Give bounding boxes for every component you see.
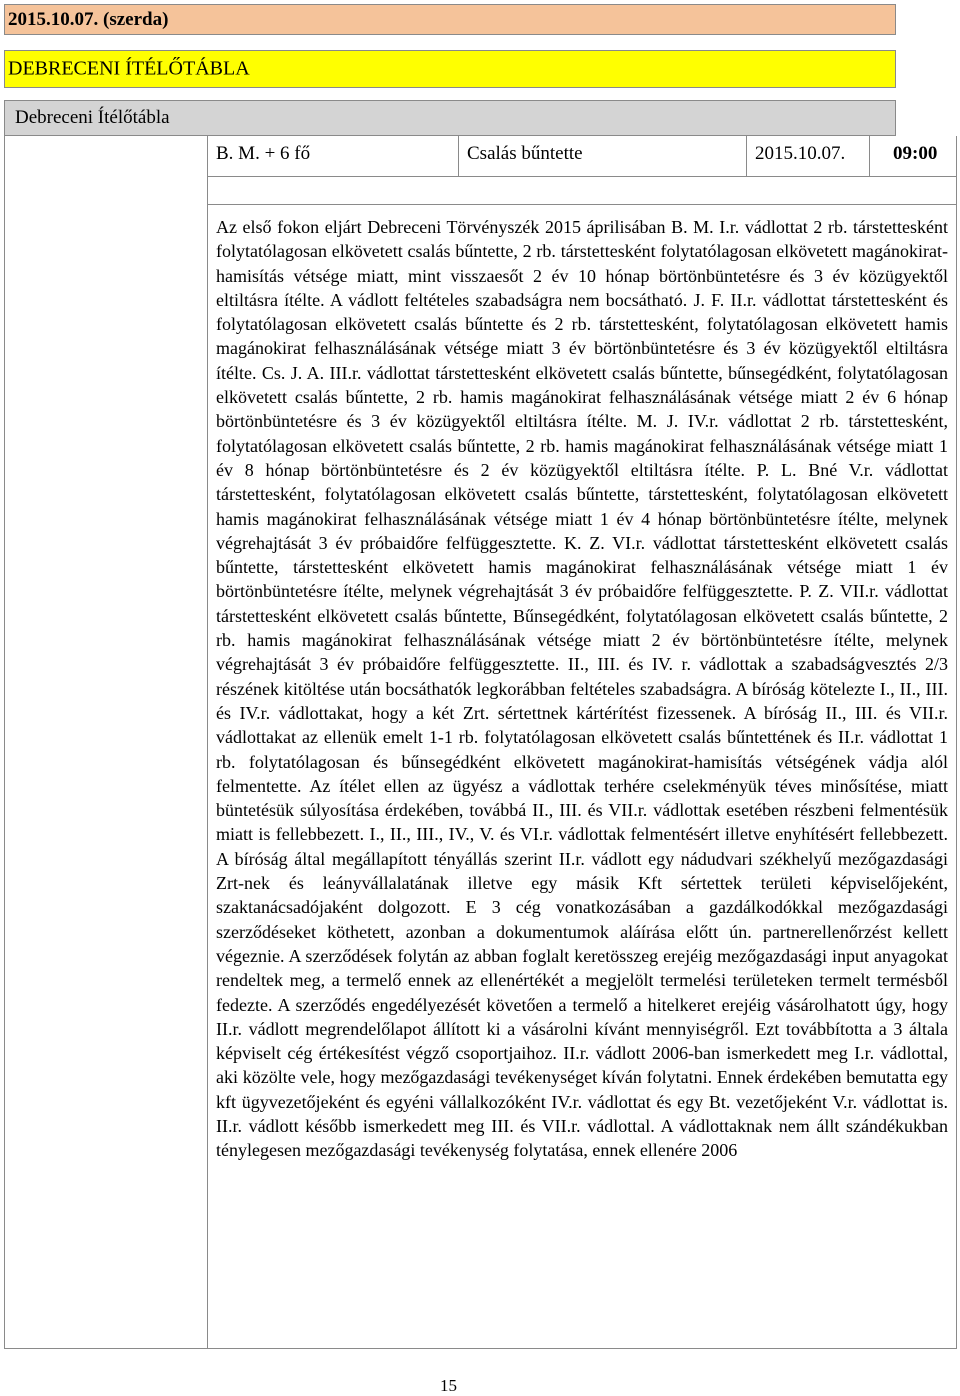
page-number: 15 <box>440 1376 457 1395</box>
date-header <box>4 4 896 35</box>
case-parties: B. M. + 6 fő <box>216 143 311 164</box>
case-summary <box>216 215 948 1163</box>
table-row-divider <box>207 204 957 205</box>
case-time: 09:00 <box>893 143 938 164</box>
court-title-header <box>4 50 896 88</box>
table-bottom-border <box>4 1348 957 1349</box>
table-left-border <box>4 136 5 1349</box>
case-summary-text: Az első fokon eljárt Debreceni Törvényszék 2015 áprilisában B. M. I.r. vádlottat 2 rb. társtettesként folytatólagosan elkövetett csalás bűntette, 2 rb. társtettesként folytatólagosan elkövetett magánokirat-hamisítás vétsége miatt, mint visszaesőt 2 év 10 hónap börtönbüntetésre és 3 év közügyektől eltiltásra ítélte. A vádlott feltételes szabadságra nem bocsátható. J. F. II.r. vádlottat társtettesként és folytatólagosan elkövetett csalás bűntette és 2 rb. társtettesként, folytatólagosan elkövetett hamis magánokirat felhasználásának vétsége miatt 3 év börtönbüntetésre és 3 év közügyektől eltiltásra ítélte. Cs. J. A. III.r. vádlottat társtettesként elkövetett csalás bűntette, bűnsegédként, folytatólagosan elkövetett csalás bűntette, 2 rb. hamis magánokirat felhasználásának vétsége miatt 2 év 6 hónap börtönbüntetésre és 3 év közügyektől eltiltásra ítélte. M. J. IV.r. vádlottat 2 rb. társtettesként, folytatólagosan elkövetett csalás bűntette, 2 rb. hamis magánokirat felhasználásának vétsége miatt 1 év 8 hónap börtönbüntetésre és 2 év közügyektől eltiltásra ítélte. P. L. Bné V.r. vádlottat társtettesként, folytatólagosan elkövetett csalás bűntette, társtettesként, folytatólagosan elkövetett hamis magánokirat felhasználásának vétsége miatt 1 év 4 hónap börtönbüntetésre ítélte, melynek végrehajtását 3 év próbaidőre felfüggesztette. K. Z. VI.r. vádlottat társtettesként elkövetett csalás bűntette, társtettesként elkövetett hamis magánokirat felhasználásának vétsége miatt 1 év börtönbüntetésre ítélte, melynek végrehajtását 3 év próbaidőre felfüggesztette. P. Z. VII.r. vádlottat társtettesként elkövetett csalás bűntette, Bűnsegédként, folytatólagosan elkövetett csalás bűntette, 2 rb. hamis magánokirat felhasználásának vétsége miatt 2 év börtönbüntetésre ítélte, melynek végrehajtását 3 év próbaidőre felfüggesztette. II., III. és IV. r. vádlottak a szabadságvesztés 2/3 részének kitöltése után bocsáthatók legkorábban feltételes szabadságra. A bíróság kötelezte I., II., III. és IV.r. vádlottakat, hogy a két Zrt. sértettnek kártérítést fizessenek. A bíróság II., III. és VII.r. vádlottakat az ellenük emelt 1-1 rb. folytatólagosan elkövetett csalás bűntettének és II.r. vádlottat 1 rb. folytatólagosan és bűnsegédként elkövetett magánokirat-hamisítás vétségének vádja alól felmentette. Az ítélet ellen az ügyész a vádlottak terhére cselekményük téves minősítése, miatt büntetésük súlyosítása érdekében, továbbá II., III. és VII.r. vádlottak esetében részbeni felmentésük miatt is fellebbezett. I., II., III., IV., V. és VI.r. vádlottak felmentésért illetve enyhítésért fellebbezett. A bíróság által megállapított tényállás szerint II.r. vádlott egy nádudvari székhelyű mezőgazdasági Zrt-nek és leányvállalatának illetve egy másik Kft sértettek területi képviselőjeként, szaktanácsadójaként dolgozott. E 3 cég vonatkozásában a gazdálkodókkal mezőgazdasági szerződéseket köthetett, azonban a dokumentumok aláírása előtt ún. partnerellenőrzést kellett végeznie. A szerződések folytán az abban foglalt keretösszeg erejéig mezőgazdasági input anyagokat rendeltek meg, a termelő ennek az ellenértékét a megjelölt termelési területeken termelt termésből fedezte. A szerződés engedélyezését követően a termelő a hitelkeret erejéig vásárolhatott úgy, hogy II.r. vádlott megrendelőlapot állított ki a vásárolni kívánt mennyiségről. Ezt továbbította a 3 általa képviselt cég értékesítést végző csoportjaihoz. II.r. vádlott 2006-ban ismerkedett meg I.r. vádlottal, aki közölte vele, hogy mezőgazdasági tevékenységet kíván folytatni. Ennek érdekében bemutatta egy kft ügyvezetőjeként és egyéni vállalkozóként IV.r. vádlottat és egy Bt. vezetőjeként V.r. vádlottat is. II.r. vádlott később ismerkedett meg III. és VII.r. vádlottal. A vádlottaknak nem állt szándékukban ténylegesen mezőgazdasági tevékenység folytatása, ennek ellenére 2006 <box>216 217 948 1161</box>
court-name-header <box>4 100 896 136</box>
case-date: 2015.10.07. <box>755 143 846 164</box>
court-name: Debreceni Ítélőtábla <box>15 107 170 128</box>
case-offense: Csalás bűntette <box>467 143 583 164</box>
court-title: DEBRECENI ÍTÉLŐTÁBLA <box>8 57 250 80</box>
case-cell-divider <box>746 136 747 176</box>
table-row-divider <box>207 176 957 177</box>
table-right-border <box>956 136 957 1349</box>
case-cell-divider <box>458 136 459 176</box>
date-line: 2015.10.07. (szerda) <box>8 8 169 30</box>
table-column-divider <box>207 136 208 1349</box>
case-cell-divider <box>869 136 870 176</box>
